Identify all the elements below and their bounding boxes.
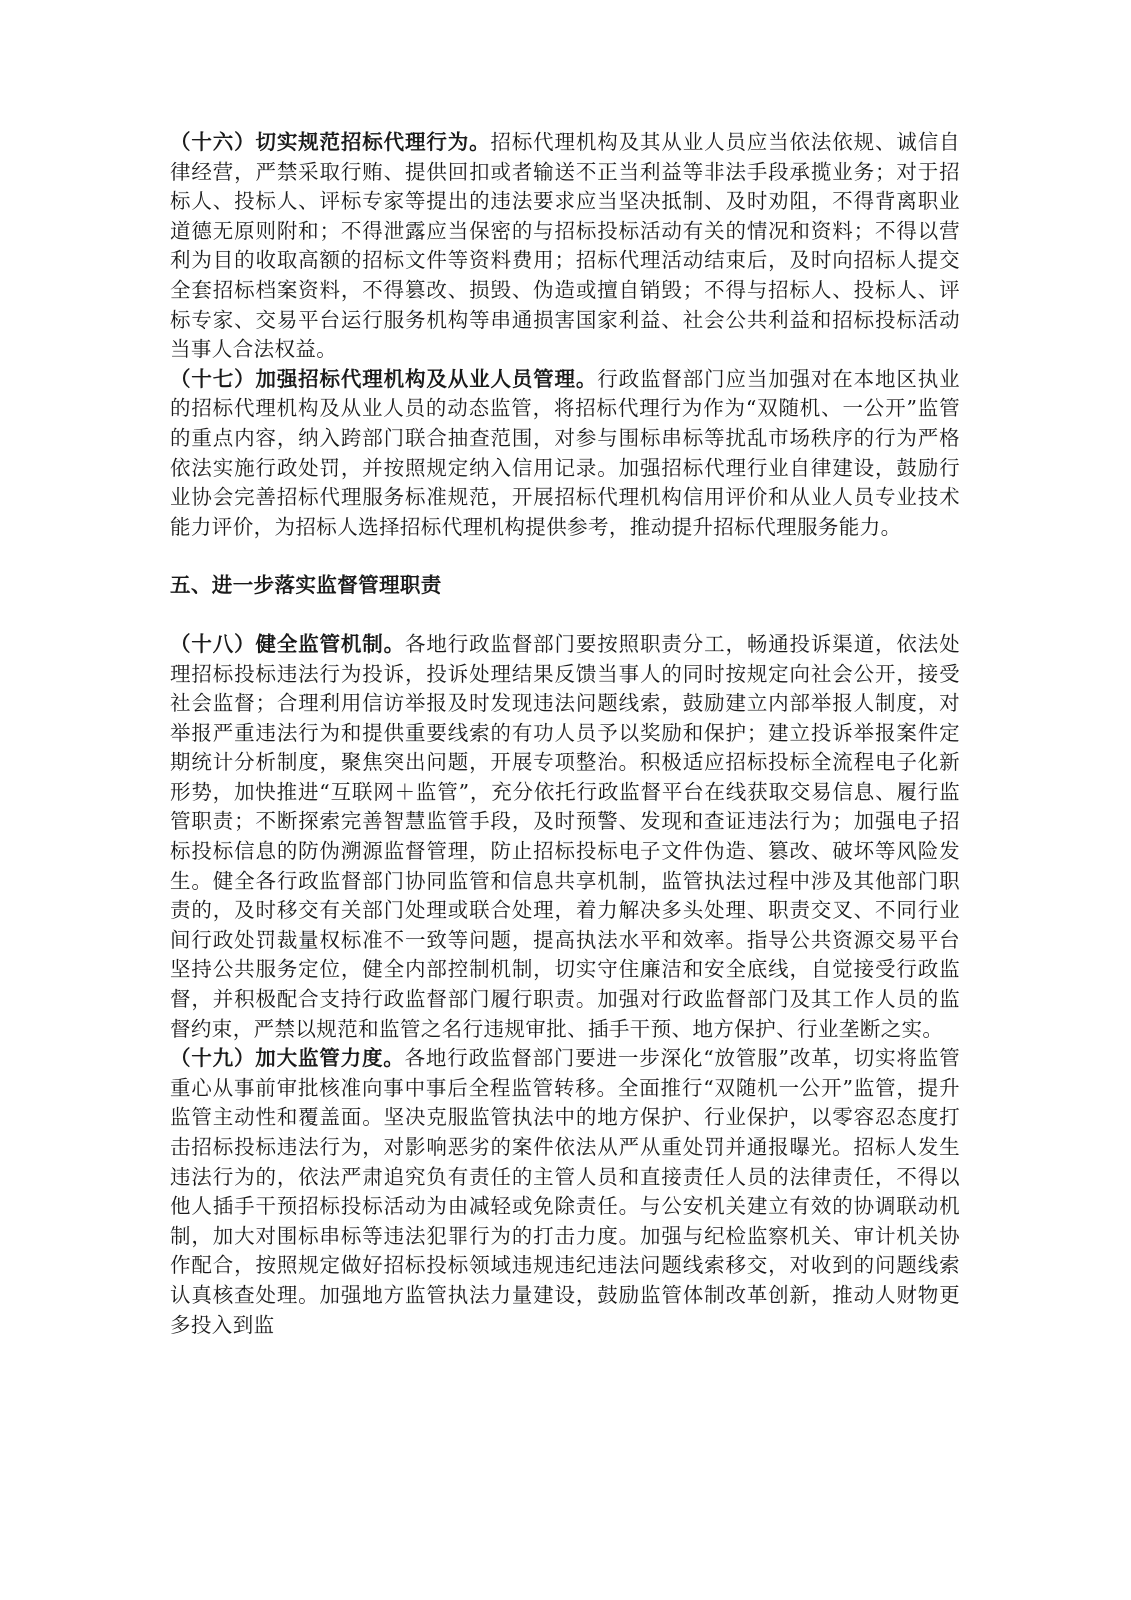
document-page — [170, 128, 960, 1340]
paragraph-17-text: 行政监督部门应当加强对在本地区执业的招标代理机构及从业人员的动态监管，将招标代理行为作为“双随机、一公开”监管的重点内容，纳入跨部门联合抽查范围，对参与围标串标等扰乱市场秩序的行为严格依法实施行政处罚，并按照规定纳入信用记录。加强招标代理行业自律建设，鼓励行业协会完善招标代理服务标准规范，开展招标代理机构信用评价和从业人员专业技术能力评价，为招标人选择招标代理机构提供参考，推动提升招标代理服务能力。 — [170, 366, 960, 539]
paragraph-17 — [170, 365, 960, 543]
paragraph-18-text: 各地行政监督部门要按照职责分工，畅通投诉渠道，依法处理招标投标违法行为投诉，投诉处理结果反馈当事人的同时按规定向社会公开，接受社会监督；合理利用信访举报及时发现违法问题线索，鼓励建立内部举报人制度，对举报严重违法行为和提供重要线索的有功人员予以奖励和保护；建立投诉举报案件定期统计分析制度，聚焦突出问题，开展专项整治。积极适应招标投标全流程电子化新形势，加快推进“互联网＋监管”，充分依托行政监督平台在线获取交易信息、履行监管职责；不断探索完善智慧监管手段，及时预警、发现和查证违法行为；加强电子招标投标信息的防伪溯源监督管理，防止招标投标电子文件伪造、篡改、破坏等风险发生。健全各行政监督部门协同监管和信息共享机制，监管执法过程中涉及其他部门职责的，及时移交有关部门处理或联合处理，着力解决多头处理、职责交叉、不同行业间行政处罚裁量权标准不一致等问题，提高执法水平和效率。指导公共资源交易平台坚持公共服务定位，健全内部控制机制，切实守住廉洁和安全底线，自觉接受行政监督，并积极配合支持行政监督部门履行职责。加强对行政监督部门及其工作人员的监督约束，严禁以规范和监管之名行违规审批、插手干预、地方保护、行业垄断之实。 — [170, 631, 960, 1041]
paragraph-19-lead: （十九）加大监管力度。 — [170, 1046, 405, 1071]
paragraph-16-lead: （十六）切实规范招标代理行为。 — [170, 130, 491, 154]
paragraph-18-lead: （十八）健全监管机制。 — [170, 631, 405, 656]
paragraph-18 — [170, 630, 960, 1044]
paragraph-16 — [170, 128, 960, 365]
spacer — [170, 601, 960, 630]
paragraph-19 — [170, 1044, 960, 1340]
paragraph-17-lead: （十七）加强招标代理机构及从业人员管理。 — [170, 366, 598, 391]
section-heading-5: 五、进一步落实监督管理职责 — [170, 573, 442, 598]
paragraph-19-text: 各地行政监督部门要进一步深化“放管服”改革，切实将监管重心从事前审批核准向事中事后全程监管转移。全面推行“双随机一公开”监管，提升监管主动性和覆盖面。坚决克服监管执法中的地方保护、行业保护，以零容忍态度打击招标投标违法行为，对影响恶劣的案件依法从严从重处罚并通报曝光。招标人发生违法行为的，依法严肃追究负有责任的主管人员和直接责任人员的法律责任，不得以他人插手干预招标投标活动为由减轻或免除责任。与公安机关建立有效的协调联动机制，加大对围标串标等违法犯罪行为的打击力度。加强与纪检监察机关、审计机关协作配合，按照规定做好招标投标领域违规违纪违法问题线索移交，对收到的问题线索认真核查处理。加强地方监管执法力量建设，鼓励监管体制改革创新，推动人财物更多投入到监 — [170, 1046, 960, 1337]
spacer — [170, 542, 960, 571]
paragraph-16-text: 招标代理机构及其从业人员应当依法依规、诚信自律经营，严禁采取行贿、提供回扣或者输送不正当利益等非法手段承揽业务；对于招标人、投标人、评标专家等提出的违法要求应当坚决抵制、及时劝阻，不得背离职业道德无原则附和；不得泄露应当保密的与招标投标活动有关的情况和资料；不得以营利为目的收取高额的招标文件等资料费用；招标代理活动结束后，及时向招标人提交全套招标档案资料，不得篡改、损毁、伪造或擅自销毁；不得与招标人、投标人、评标专家、交易平台运行服务机构等串通损害国家利益、社会公共利益和招标投标活动当事人合法权益。 — [170, 130, 960, 362]
